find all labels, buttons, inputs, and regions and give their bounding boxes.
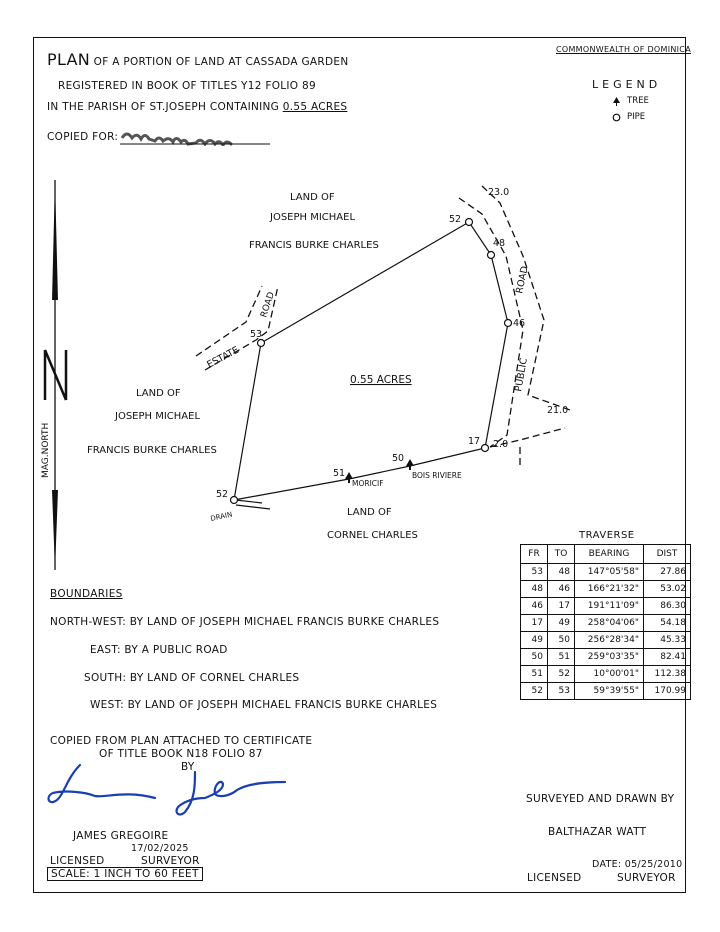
traverse-header-bearing: BEARING [575, 545, 644, 564]
cell-to: 51 [548, 649, 575, 666]
licensed-right: LICENSED [527, 872, 582, 884]
legend-tree-label: TREE [627, 96, 649, 106]
point-label-52a: 52 [449, 214, 462, 225]
land-nw-1: LAND OF [290, 192, 335, 203]
cell-fr: 17 [521, 615, 548, 632]
tree-50 [406, 459, 414, 470]
country-label: COMMONWEALTH OF DOMINICA [556, 45, 691, 54]
cell-to: 52 [548, 666, 575, 683]
copied-from-line1: COPIED FROM PLAN ATTACHED TO CERTIFICATE [50, 735, 313, 747]
plan-title-rest: OF A PORTION OF LAND AT CASSADA GARDEN [90, 56, 349, 68]
licensed-left: LICENSED [50, 855, 105, 867]
dim-2: 2.0 [493, 439, 509, 450]
cell-to: 49 [548, 615, 575, 632]
tree-label-50: BOIS RIVIERE [412, 471, 462, 480]
plan-word: PLAN [47, 50, 91, 69]
point-label-50: 50 [392, 453, 405, 464]
surveyor-name-right: BALTHAZAR WATT [548, 826, 647, 838]
boundary-west: WEST: BY LAND OF JOSEPH MICHAEL FRANCIS BURKE CHARLES [90, 699, 438, 711]
table-row [521, 564, 691, 581]
traverse-header-row [521, 545, 691, 564]
table-row [521, 598, 691, 615]
land-w-3: FRANCIS BURKE CHARLES [87, 445, 217, 456]
cell-to: 48 [548, 564, 575, 581]
dim-21: 21.0 [547, 405, 569, 416]
boundaries-title: BOUNDARIES [50, 588, 123, 600]
cell-bearing: 59°39'55" [575, 683, 644, 700]
area-label: 0.55 ACRES [350, 374, 412, 386]
land-w-1: LAND OF [136, 388, 181, 399]
land-s-1: LAND OF [347, 507, 392, 518]
point-label-53: 53 [250, 329, 263, 340]
cell-fr: 50 [521, 649, 548, 666]
traverse-header-dist: DIST [644, 545, 691, 564]
boundary-south: SOUTH: BY LAND OF CORNEL CHARLES [84, 672, 300, 684]
legend-title: LEGEND [592, 78, 662, 91]
cell-dist: 170.99 [644, 683, 691, 700]
cell-to: 53 [548, 683, 575, 700]
estate-road-label-2: ROAD [259, 290, 277, 319]
cell-dist: 45.33 [644, 632, 691, 649]
signature [45, 760, 295, 820]
traverse-title: TRAVERSE [579, 530, 635, 541]
cell-bearing: 10°00'01" [575, 666, 644, 683]
survey-date: DATE: 05/25/2010 [592, 859, 683, 870]
copied-by: BY [181, 761, 195, 773]
north-arrow [45, 180, 66, 570]
drain-label: DRAIN [209, 510, 233, 523]
cell-dist: 82.41 [644, 649, 691, 666]
point-label-17: 17 [468, 436, 481, 447]
cell-fr: 49 [521, 632, 548, 649]
pipe-48 [488, 252, 495, 259]
parish-area: 0.55 ACRES [282, 101, 348, 113]
pipe-52-bottom [231, 497, 238, 504]
pipe-46 [505, 320, 512, 327]
pipe-17 [482, 445, 489, 452]
registration-line: REGISTERED IN BOOK OF TITLES Y12 FOLIO 89 [58, 80, 316, 92]
traverse-header-fr: FR [521, 545, 548, 564]
cell-dist: 27.86 [644, 564, 691, 581]
land-w-2: JOSEPH MICHAEL [115, 411, 201, 422]
cell-dist: 53.02 [644, 581, 691, 598]
parcel-boundary [234, 222, 508, 500]
public-road-label-public: PUBLIC [513, 357, 530, 393]
cell-dist: 54.18 [644, 615, 691, 632]
cell-to: 50 [548, 632, 575, 649]
table-row [521, 683, 691, 700]
cell-dist: 112.38 [644, 666, 691, 683]
boundary-north-west: NORTH-WEST: BY LAND OF JOSEPH MICHAEL FRANCIS BURKE CHARLES [50, 616, 440, 628]
traverse-table [520, 544, 691, 700]
pipe-52-top [466, 219, 473, 226]
table-row [521, 615, 691, 632]
cell-fr: 53 [521, 564, 548, 581]
public-road-label-road: ROAD [514, 265, 531, 295]
cell-bearing: 256°28'34" [575, 632, 644, 649]
point-label-52b: 52 [216, 489, 229, 500]
copied-from-line2: OF TITLE BOOK N18 FOLIO 87 [99, 748, 263, 760]
cell-bearing: 191°11'09" [575, 598, 644, 615]
cell-fr: 51 [521, 666, 548, 683]
boundary-east: EAST: BY A PUBLIC ROAD [90, 644, 228, 656]
cell-bearing: 258°04'06" [575, 615, 644, 632]
land-s-2: CORNEL CHARLES [327, 530, 418, 541]
parish-prefix: IN THE PARISH OF ST.JOSEPH CONTAINING [47, 101, 283, 113]
cell-to: 17 [548, 598, 575, 615]
point-label-48: 48 [493, 238, 506, 249]
cell-dist: 86.30 [644, 598, 691, 615]
drain-lines [236, 500, 270, 509]
cell-fr: 52 [521, 683, 548, 700]
estate-road-label-1: ESTATE [205, 344, 242, 371]
traverse-header-to: TO [548, 545, 575, 564]
mag-north-label: MAG.NORTH [41, 422, 51, 478]
point-label-46: 46 [513, 318, 526, 329]
table-row [521, 649, 691, 666]
land-nw-3: FRANCIS BURKE CHARLES [249, 240, 379, 251]
pipe-markers [231, 219, 512, 504]
tree-label-51: MORICIF [352, 479, 384, 488]
land-nw-2: JOSEPH MICHAEL [270, 212, 356, 223]
cell-bearing: 259°03'35" [575, 649, 644, 666]
surveyor-left: SURVEYOR [141, 855, 200, 867]
scale-label: SCALE: 1 INCH TO 60 FEET [47, 867, 203, 881]
surveyor-name-left: JAMES GREGOIRE [73, 830, 169, 842]
cell-fr: 48 [521, 581, 548, 598]
dim-23: 23.0 [488, 187, 510, 198]
point-label-51: 51 [333, 468, 346, 479]
surveyed-by-label: SURVEYED AND DRAWN BY [526, 793, 675, 805]
surveyor-right: SURVEYOR [617, 872, 676, 884]
cell-bearing: 147°05'58" [575, 564, 644, 581]
legend-pipe-label: PIPE [627, 112, 646, 122]
table-row [521, 666, 691, 683]
table-row [521, 632, 691, 649]
cell-bearing: 166°21'32" [575, 581, 644, 598]
table-row [521, 581, 691, 598]
copied-for-label: COPIED FOR: [47, 131, 119, 143]
pipe-53 [258, 340, 265, 347]
cell-to: 46 [548, 581, 575, 598]
cell-fr: 46 [521, 598, 548, 615]
copy-date: 17/02/2025 [131, 843, 189, 854]
